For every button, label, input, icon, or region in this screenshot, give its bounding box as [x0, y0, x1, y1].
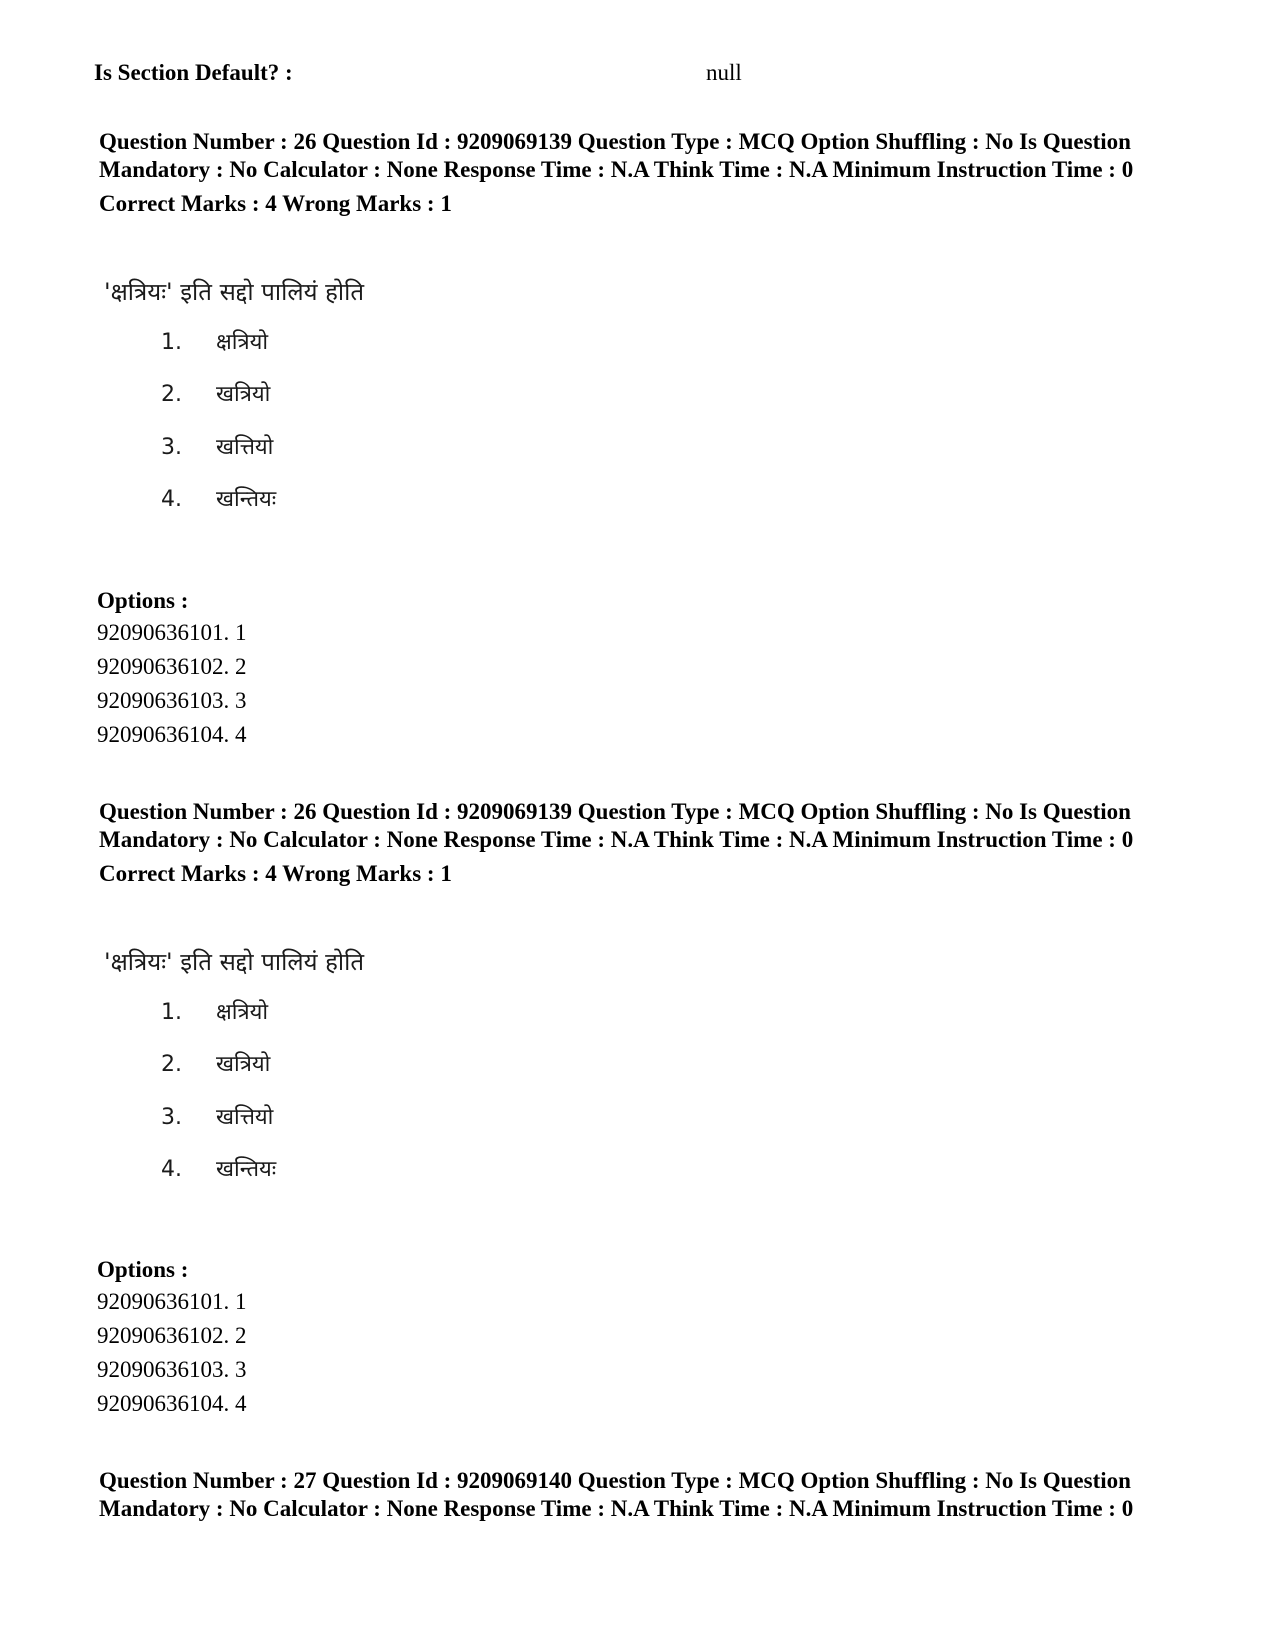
- question-body-1: [104, 276, 504, 536]
- choice-number: 2.: [161, 382, 182, 407]
- options-list-1: [97, 586, 247, 752]
- option-id-row: 92090636104. 4: [97, 1391, 247, 1416]
- option-id-row: 92090636102. 2: [97, 654, 247, 679]
- question-meta: Question Number : 27 Question Id : 9209069140 Question Type : MCQ Option Shuffling : No Is Question Mandatory : No Calculator : None Response Time : N.A Think Time : N.A Minimum Instruction Time : 0: [99, 1468, 1134, 1521]
- option-id-row: 92090636103. 3: [97, 688, 247, 713]
- question-marks: Correct Marks : 4 Wrong Marks : 1: [99, 191, 452, 216]
- question-header-1: [99, 128, 1139, 218]
- choice-number: 4.: [161, 487, 182, 512]
- question-meta: Question Number : 26 Question Id : 9209069139 Question Type : MCQ Option Shuffling : No Is Question Mandatory : No Calculator : None Response Time : N.A Think Time : N.A Minimum Instruction Time : 0: [99, 129, 1134, 182]
- question-header-3: [99, 1467, 1139, 1523]
- option-id-row: 92090636101. 1: [97, 1289, 247, 1314]
- choice-text: खन्तियः: [216, 487, 277, 512]
- choice-item: [161, 326, 268, 356]
- question-marks: Correct Marks : 4 Wrong Marks : 1: [99, 861, 452, 886]
- choice-item: [161, 431, 273, 461]
- options-title: Options :: [97, 588, 189, 613]
- option-id-row: 92090636102. 2: [97, 1323, 247, 1348]
- section-default-label: Is Section Default? :: [94, 60, 293, 85]
- question-stem: 'क्षत्रियः' इति सद्दो पालियं होति: [104, 948, 364, 976]
- question-header-2: [99, 798, 1139, 888]
- section-default-value: null: [706, 60, 742, 85]
- option-id-row: 92090636103. 3: [97, 1357, 247, 1382]
- choice-number: 3.: [161, 1105, 182, 1130]
- question-stem: 'क्षत्रियः' इति सद्दो पालियं होति: [104, 278, 364, 306]
- choice-item: [161, 1153, 276, 1183]
- choice-item: [161, 996, 268, 1026]
- choice-number: 2.: [161, 1052, 182, 1077]
- choice-text: खत्तियो: [216, 435, 274, 460]
- choice-item: [161, 483, 276, 513]
- choice-text: खत्रियो: [216, 382, 271, 407]
- choice-item: [161, 1048, 270, 1078]
- choice-text: क्षत्रियो: [216, 330, 269, 355]
- options-title: Options :: [97, 1257, 189, 1282]
- choice-text: खन्तियः: [216, 1157, 277, 1182]
- options-list-2: [97, 1255, 247, 1421]
- option-id-row: 92090636101. 1: [97, 620, 247, 645]
- choice-number: 4.: [161, 1157, 182, 1182]
- choice-item: [161, 378, 270, 408]
- choice-number: 1.: [161, 330, 182, 355]
- choice-number: 1.: [161, 1000, 182, 1025]
- choice-text: खत्रियो: [216, 1052, 271, 1077]
- choice-number: 3.: [161, 435, 182, 460]
- choice-item: [161, 1101, 273, 1131]
- option-id-row: 92090636104. 4: [97, 722, 247, 747]
- question-meta: Question Number : 26 Question Id : 9209069139 Question Type : MCQ Option Shuffling : No Is Question Mandatory : No Calculator : None Response Time : N.A Think Time : N.A Minimum Instruction Time : 0: [99, 799, 1134, 852]
- question-body-2: [104, 946, 504, 1206]
- choice-text: क्षत्रियो: [216, 1000, 269, 1025]
- choice-text: खत्तियो: [216, 1105, 274, 1130]
